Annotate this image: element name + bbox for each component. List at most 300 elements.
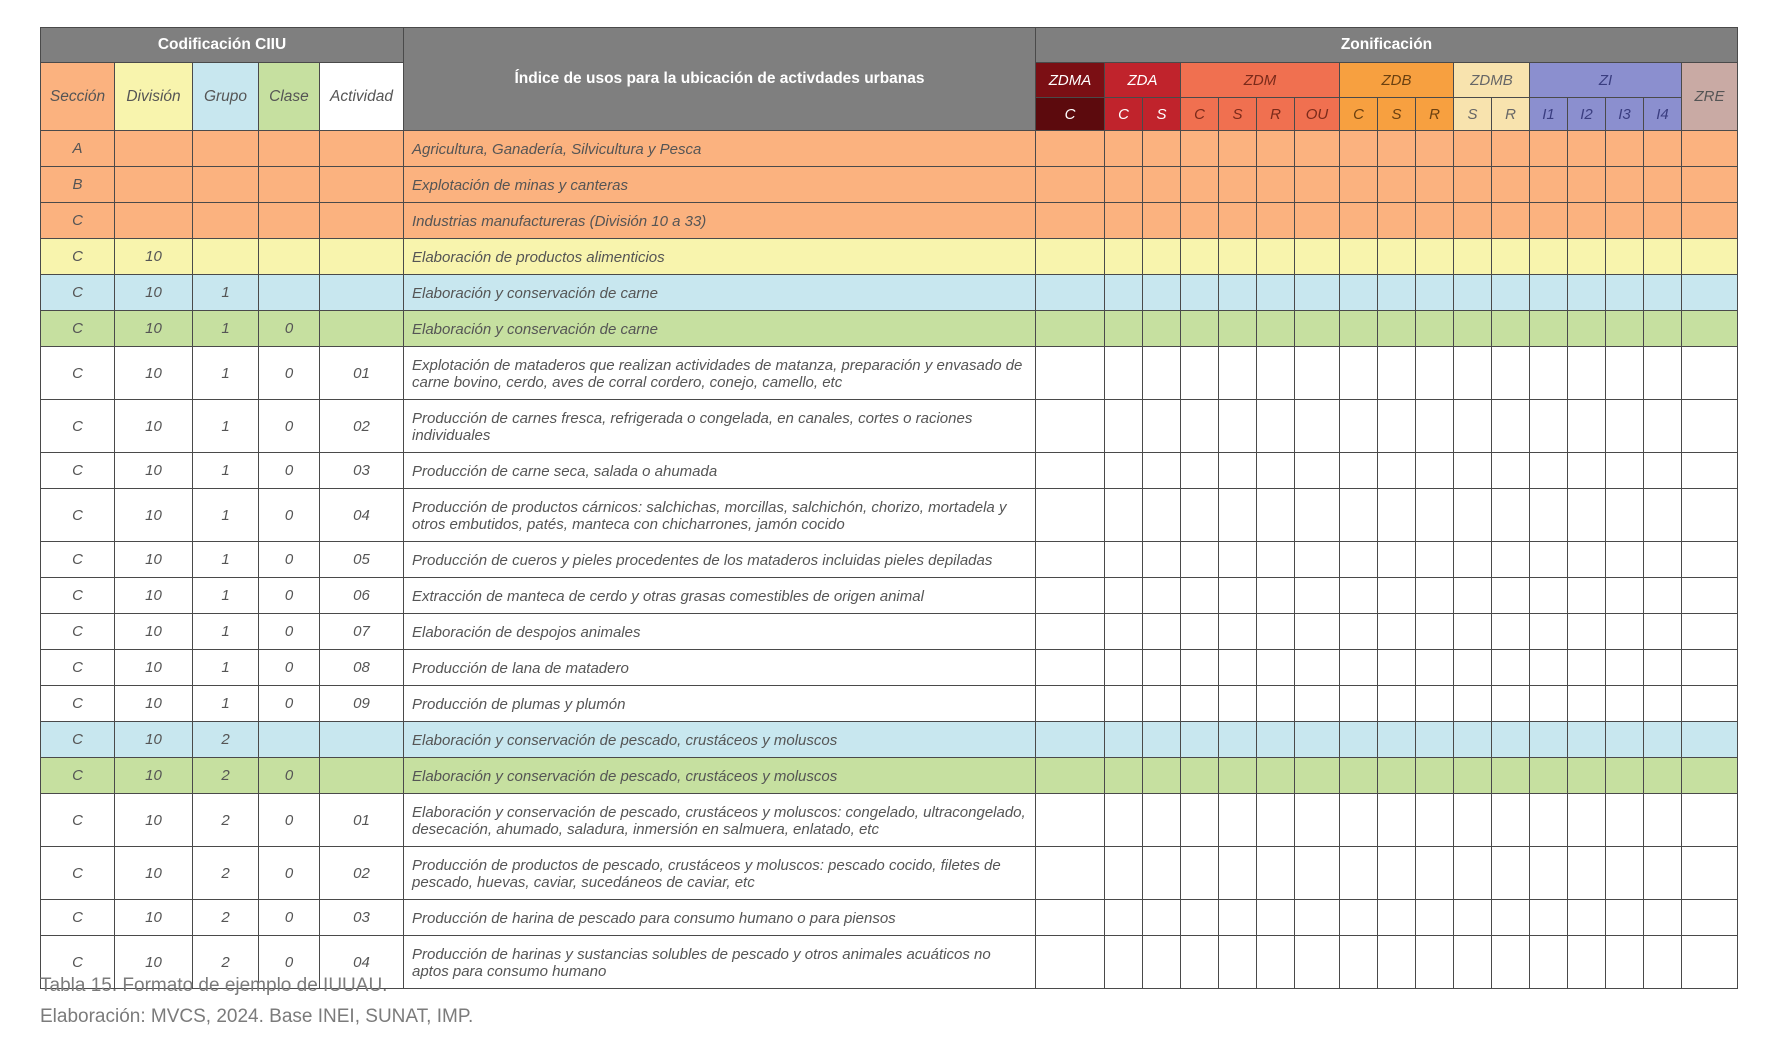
description-cell: Producción de plumas y plumón [404, 686, 1036, 722]
zone-cell [1454, 686, 1492, 722]
actividad-cell [320, 758, 404, 794]
zone-cell [1530, 311, 1568, 347]
zone-cell [1416, 167, 1454, 203]
zone-cell [1454, 722, 1492, 758]
zone-cell [1105, 794, 1143, 847]
seccion-cell: C [41, 489, 115, 542]
zone-cell [1340, 758, 1378, 794]
zone-cell [1454, 131, 1492, 167]
clase-cell [259, 275, 320, 311]
zone-cell [1644, 203, 1682, 239]
zone-cell [1219, 275, 1257, 311]
description-cell: Elaboración de productos alimenticios [404, 239, 1036, 275]
clase-cell [259, 167, 320, 203]
zone-cell [1036, 900, 1105, 936]
zone-cell [1295, 489, 1340, 542]
ciiu-header: Codificación CIIU [41, 28, 404, 63]
zone-cell [1454, 489, 1492, 542]
zone-cell [1492, 900, 1530, 936]
zone-cell [1606, 311, 1644, 347]
zone-cell [1036, 542, 1105, 578]
zone-cell [1181, 203, 1219, 239]
zone-cell [1036, 847, 1105, 900]
zone-cell [1416, 650, 1454, 686]
seccion-cell: C [41, 758, 115, 794]
zone-cell [1105, 311, 1143, 347]
table-row [41, 900, 1738, 936]
zone-cell [1143, 614, 1181, 650]
zone-cell [1378, 722, 1416, 758]
zone-cell [1454, 542, 1492, 578]
zone-cell [1606, 614, 1644, 650]
zone-cell [1295, 614, 1340, 650]
zone-cell [1530, 489, 1568, 542]
zone-cell [1530, 578, 1568, 614]
zone-cell [1606, 900, 1644, 936]
zone-cell [1644, 722, 1682, 758]
zone-cell [1143, 794, 1181, 847]
table-row [41, 203, 1738, 239]
zone-cell [1378, 453, 1416, 489]
seccion-cell: C [41, 239, 115, 275]
division-header: División [115, 63, 193, 131]
zone-cell [1181, 542, 1219, 578]
zone-cell [1036, 453, 1105, 489]
zone-cell [1454, 847, 1492, 900]
zone-cell [1530, 794, 1568, 847]
description-cell: Producción de productos cárnicos: salchichas, morcillas, salchichón, chorizo, mortadela y otros embutidos, patés, manteca con chicharrones, jamón cocido [404, 489, 1036, 542]
zone-cell [1378, 578, 1416, 614]
zone-cell [1257, 936, 1295, 989]
zone-cell [1143, 453, 1181, 489]
table-row [41, 847, 1738, 900]
zone-cell [1416, 847, 1454, 900]
zone-cell [1454, 900, 1492, 936]
clase-cell: 0 [259, 794, 320, 847]
grupo-cell [193, 203, 259, 239]
zone-cell [1105, 347, 1143, 400]
description-cell: Elaboración y conservación de pescado, crustáceos y moluscos [404, 722, 1036, 758]
zone-zre-header: ZRE [1682, 63, 1738, 131]
zone-cell [1606, 275, 1644, 311]
zone-cell [1105, 131, 1143, 167]
zone-cell [1181, 722, 1219, 758]
grupo-cell: 2 [193, 900, 259, 936]
seccion-cell: C [41, 900, 115, 936]
zone-cell [1416, 453, 1454, 489]
zone-cell [1036, 347, 1105, 400]
zone-cell [1036, 722, 1105, 758]
zone-cell [1219, 614, 1257, 650]
zone-cell [1568, 758, 1606, 794]
zone-cell [1036, 936, 1105, 989]
zone-zdma-header: ZDMA [1036, 63, 1105, 98]
seccion-cell: C [41, 578, 115, 614]
zone-cell [1454, 400, 1492, 453]
table-header [41, 28, 1738, 131]
clase-header: Clase [259, 63, 320, 131]
zone-cell [1181, 686, 1219, 722]
zone-cell [1568, 900, 1606, 936]
zone-cell [1036, 686, 1105, 722]
zone-cell [1492, 722, 1530, 758]
zone-cell [1606, 722, 1644, 758]
division-cell [115, 167, 193, 203]
zone-cell [1568, 578, 1606, 614]
table-row [41, 758, 1738, 794]
zone-cell [1682, 758, 1738, 794]
zone-cell [1682, 650, 1738, 686]
zone-cell [1036, 578, 1105, 614]
division-cell: 10 [115, 847, 193, 900]
grupo-cell: 1 [193, 614, 259, 650]
zone-cell [1295, 131, 1340, 167]
zone-cell [1492, 131, 1530, 167]
seccion-cell: A [41, 131, 115, 167]
grupo-cell: 1 [193, 686, 259, 722]
zone-cell [1682, 347, 1738, 400]
zone-cell [1143, 311, 1181, 347]
caption-title: Tabla 15. Formato de ejemplo de IUUAU. [40, 975, 388, 996]
zone-cell [1378, 936, 1416, 989]
zone-cell [1340, 847, 1378, 900]
zone-cell [1606, 131, 1644, 167]
zone-cell [1105, 578, 1143, 614]
grupo-cell [193, 239, 259, 275]
zone-cell [1606, 758, 1644, 794]
table-row [41, 578, 1738, 614]
zone-cell [1530, 614, 1568, 650]
zone-cell [1606, 794, 1644, 847]
zone-cell [1378, 275, 1416, 311]
zone-cell [1530, 686, 1568, 722]
zone-cell [1492, 847, 1530, 900]
zone-cell [1181, 239, 1219, 275]
zone-cell [1454, 239, 1492, 275]
zone-cell [1143, 847, 1181, 900]
table-row [41, 794, 1738, 847]
zone-cell [1416, 542, 1454, 578]
zone-cell [1340, 347, 1378, 400]
clase-cell: 0 [259, 347, 320, 400]
zone-cell [1644, 167, 1682, 203]
zone-cell [1105, 542, 1143, 578]
zone-cell [1416, 614, 1454, 650]
zone-zi-sub-i1: I1 [1530, 98, 1568, 131]
zone-cell [1492, 650, 1530, 686]
grupo-cell: 2 [193, 722, 259, 758]
zone-cell [1340, 542, 1378, 578]
zone-cell [1644, 275, 1682, 311]
zone-cell [1036, 203, 1105, 239]
table-row [41, 722, 1738, 758]
zone-cell [1606, 203, 1644, 239]
table-body [41, 131, 1738, 989]
grupo-header: Grupo [193, 63, 259, 131]
zone-cell [1416, 758, 1454, 794]
zone-cell [1340, 686, 1378, 722]
zone-cell [1682, 722, 1738, 758]
zone-cell [1257, 311, 1295, 347]
zone-cell [1036, 167, 1105, 203]
seccion-cell: C [41, 847, 115, 900]
zone-cell [1105, 614, 1143, 650]
zone-cell [1340, 311, 1378, 347]
zone-cell [1644, 936, 1682, 989]
zone-cell [1257, 542, 1295, 578]
zone-cell [1644, 489, 1682, 542]
zone-cell [1568, 489, 1606, 542]
zone-cell [1143, 758, 1181, 794]
zone-cell [1682, 167, 1738, 203]
description-cell: Elaboración y conservación de pescado, crustáceos y moluscos [404, 758, 1036, 794]
description-cell: Agricultura, Ganadería, Silvicultura y Pesca [404, 131, 1036, 167]
division-cell: 10 [115, 936, 193, 989]
zone-cell [1492, 758, 1530, 794]
table-caption [40, 970, 473, 1032]
zone-cell [1682, 847, 1738, 900]
clase-cell: 0 [259, 900, 320, 936]
division-cell: 10 [115, 542, 193, 578]
clase-cell: 0 [259, 686, 320, 722]
caption-source: Elaboración: MVCS, 2024. Base INEI, SUNAT, IMP. [40, 1006, 474, 1027]
zone-cell [1568, 275, 1606, 311]
zone-cell [1036, 614, 1105, 650]
table-row [41, 131, 1738, 167]
clase-cell: 0 [259, 578, 320, 614]
actividad-cell: 06 [320, 578, 404, 614]
zone-cell [1219, 400, 1257, 453]
zone-cell [1143, 275, 1181, 311]
table-row [41, 400, 1738, 453]
division-cell: 10 [115, 614, 193, 650]
zone-cell [1105, 758, 1143, 794]
actividad-cell [320, 203, 404, 239]
zone-cell [1378, 203, 1416, 239]
zone-cell [1340, 614, 1378, 650]
zone-cell [1492, 686, 1530, 722]
zone-cell [1143, 542, 1181, 578]
zone-cell [1530, 847, 1568, 900]
description-cell: Producción de harinas y sustancias solubles de pescado y otros animales acuáticos no aptos para consumo humano [404, 936, 1036, 989]
grupo-cell: 1 [193, 311, 259, 347]
zone-zdb-sub-s: S [1378, 98, 1416, 131]
indice-header: Índice de usos para la ubicación de activdades urbanas [404, 28, 1036, 131]
zone-cell [1416, 936, 1454, 989]
zone-cell [1378, 758, 1416, 794]
zone-cell [1340, 239, 1378, 275]
zone-cell [1295, 578, 1340, 614]
division-cell: 10 [115, 275, 193, 311]
zone-cell [1219, 347, 1257, 400]
zone-cell [1340, 131, 1378, 167]
zone-cell [1378, 489, 1416, 542]
division-cell: 10 [115, 489, 193, 542]
zone-cell [1492, 167, 1530, 203]
zone-cell [1492, 203, 1530, 239]
description-cell: Explotación de minas y canteras [404, 167, 1036, 203]
zone-cell [1105, 167, 1143, 203]
zone-cell [1492, 400, 1530, 453]
zone-zdb-sub-r: R [1416, 98, 1454, 131]
table-row [41, 167, 1738, 203]
zone-cell [1530, 722, 1568, 758]
zone-cell [1219, 311, 1257, 347]
zone-cell [1568, 936, 1606, 989]
division-cell: 10 [115, 347, 193, 400]
division-cell: 10 [115, 758, 193, 794]
division-cell: 10 [115, 722, 193, 758]
zone-cell [1340, 203, 1378, 239]
division-cell [115, 203, 193, 239]
zone-cell [1219, 900, 1257, 936]
zone-cell [1568, 203, 1606, 239]
zone-cell [1682, 131, 1738, 167]
zone-cell [1143, 900, 1181, 936]
zone-zda-sub-s: S [1143, 98, 1181, 131]
zone-cell [1606, 847, 1644, 900]
description-cell: Producción de harina de pescado para consumo humano o para piensos [404, 900, 1036, 936]
zone-cell [1492, 578, 1530, 614]
zone-cell [1295, 275, 1340, 311]
zone-cell [1340, 400, 1378, 453]
zone-zda-header: ZDA [1105, 63, 1181, 98]
zone-zdm-sub-c: C [1181, 98, 1219, 131]
clase-cell: 0 [259, 758, 320, 794]
grupo-cell: 1 [193, 453, 259, 489]
zone-cell [1036, 650, 1105, 686]
grupo-cell: 1 [193, 347, 259, 400]
zone-cell [1295, 542, 1340, 578]
actividad-cell: 09 [320, 686, 404, 722]
zone-cell [1682, 900, 1738, 936]
zone-cell [1105, 650, 1143, 686]
zone-cell [1257, 722, 1295, 758]
actividad-cell [320, 722, 404, 758]
actividad-cell: 02 [320, 400, 404, 453]
description-cell: Elaboración y conservación de carne [404, 275, 1036, 311]
actividad-cell: 07 [320, 614, 404, 650]
zone-cell [1644, 900, 1682, 936]
zone-cell [1036, 400, 1105, 453]
clase-cell: 0 [259, 400, 320, 453]
zone-cell [1295, 239, 1340, 275]
zone-cell [1295, 936, 1340, 989]
zone-cell [1181, 131, 1219, 167]
iuuau-table [40, 27, 1738, 989]
iuuau-table-wrapper [40, 27, 1738, 989]
zone-cell [1378, 239, 1416, 275]
zone-cell [1606, 650, 1644, 686]
zone-cell [1181, 489, 1219, 542]
zone-cell [1257, 203, 1295, 239]
seccion-cell: C [41, 347, 115, 400]
zone-cell [1644, 650, 1682, 686]
zone-cell [1181, 347, 1219, 400]
zone-cell [1378, 311, 1416, 347]
zone-cell [1143, 400, 1181, 453]
description-cell: Producción de lana de matadero [404, 650, 1036, 686]
zone-cell [1416, 794, 1454, 847]
actividad-cell [320, 311, 404, 347]
clase-cell: 0 [259, 311, 320, 347]
zone-cell [1295, 650, 1340, 686]
zone-zdm-sub-r: R [1257, 98, 1295, 131]
zone-cell [1295, 453, 1340, 489]
zone-cell [1105, 453, 1143, 489]
actividad-header: Actividad [320, 63, 404, 131]
zone-cell [1416, 347, 1454, 400]
division-cell: 10 [115, 900, 193, 936]
zone-cell [1105, 275, 1143, 311]
zone-cell [1644, 347, 1682, 400]
zone-cell [1530, 542, 1568, 578]
zone-cell [1606, 578, 1644, 614]
zone-cell [1181, 847, 1219, 900]
zone-cell [1568, 542, 1606, 578]
zone-cell [1492, 239, 1530, 275]
clase-cell: 0 [259, 489, 320, 542]
division-cell: 10 [115, 794, 193, 847]
zone-cell [1036, 311, 1105, 347]
zone-cell [1257, 239, 1295, 275]
actividad-cell [320, 239, 404, 275]
zone-cell [1181, 400, 1219, 453]
zone-cell [1454, 936, 1492, 989]
zone-zi-sub-i2: I2 [1568, 98, 1606, 131]
zone-cell [1219, 722, 1257, 758]
zone-cell [1219, 686, 1257, 722]
zone-cell [1454, 614, 1492, 650]
zone-cell [1295, 203, 1340, 239]
zone-cell [1295, 167, 1340, 203]
clase-cell [259, 203, 320, 239]
zone-cell [1257, 489, 1295, 542]
table-row [41, 489, 1738, 542]
seccion-cell: C [41, 453, 115, 489]
zone-cell [1219, 542, 1257, 578]
zone-zdm-sub-s: S [1219, 98, 1257, 131]
description-cell: Explotación de mataderos que realizan actividades de matanza, preparación y envasado de carne bovino, cerdo, aves de corral cordero, conejo, camello, etc [404, 347, 1036, 400]
zone-cell [1416, 275, 1454, 311]
zone-cell [1340, 275, 1378, 311]
description-cell: Industrias manufactureras (División 10 a 33) [404, 203, 1036, 239]
description-cell: Elaboración y conservación de pescado, crustáceos y moluscos: congelado, ultracongelado, desecación, ahumado, saladura, inmersión en salmuera, enlatado, etc [404, 794, 1036, 847]
zone-cell [1682, 614, 1738, 650]
zone-cell [1530, 936, 1568, 989]
zone-cell [1340, 578, 1378, 614]
zone-cell [1416, 900, 1454, 936]
zone-cell [1143, 131, 1181, 167]
zone-cell [1181, 936, 1219, 989]
zone-cell [1378, 900, 1416, 936]
actividad-cell [320, 275, 404, 311]
zone-cell [1606, 542, 1644, 578]
zone-cell [1257, 794, 1295, 847]
zone-cell [1143, 203, 1181, 239]
table-row [41, 239, 1738, 275]
zone-cell [1492, 311, 1530, 347]
grupo-cell [193, 167, 259, 203]
zone-cell [1143, 167, 1181, 203]
clase-cell: 0 [259, 936, 320, 989]
zone-cell [1219, 758, 1257, 794]
zone-cell [1644, 578, 1682, 614]
zone-cell [1568, 847, 1606, 900]
zone-cell [1568, 347, 1606, 400]
table-row [41, 542, 1738, 578]
zone-cell [1378, 131, 1416, 167]
